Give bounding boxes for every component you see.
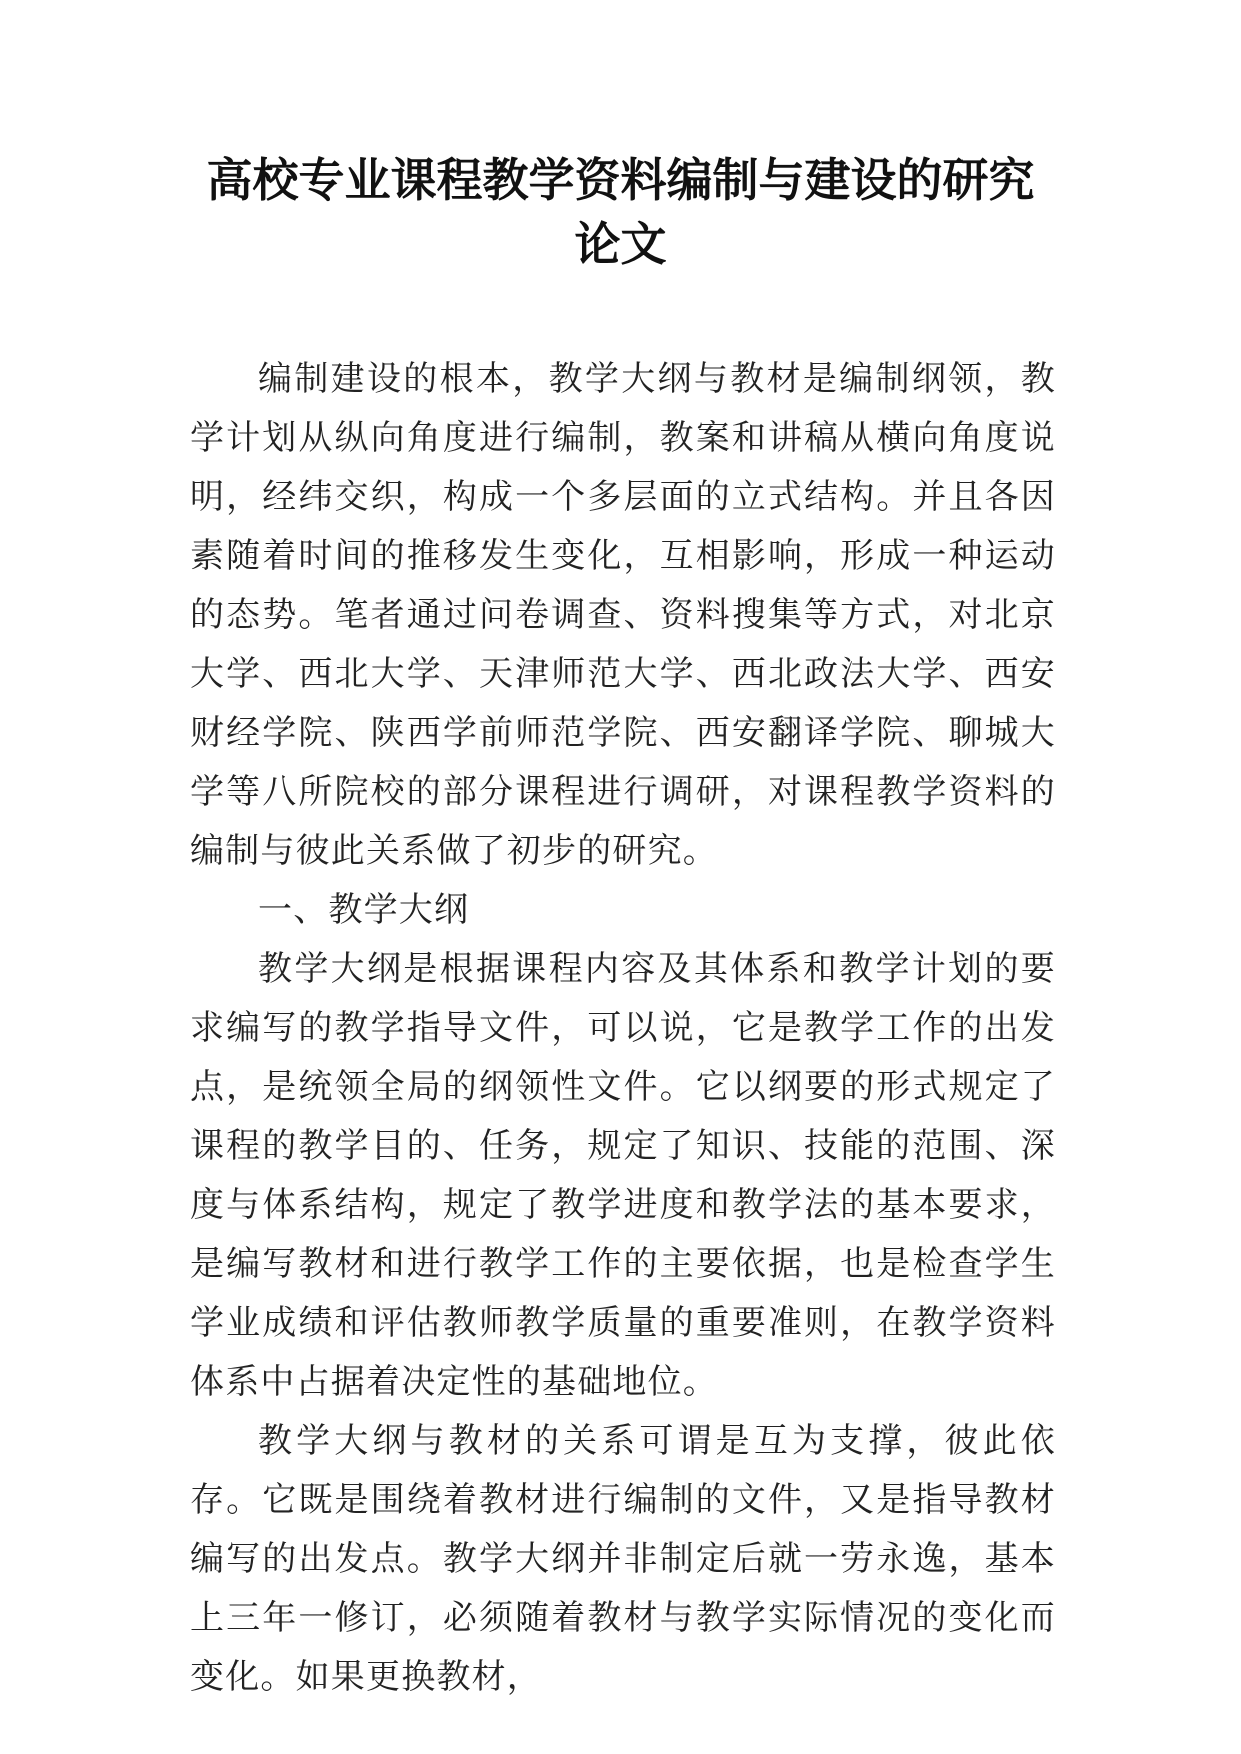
paragraph-intro: 编制建设的根本，教学大纲与教材是编制纲领，教学计划从纵向角度进行编制，教案和讲稿从横向角度说明，经纬交织，构成一个多层面的立式结构。并且各因素随着时间的推移发生变化，互相影响，形成一种运动的态势。笔者通过问卷调查、资料搜集等方式，对北京大学、西北大学、天津师范大学、西北政法大学、西安财经学院、陕西学前师范学院、西安翻译学院、聊城大学等八所院校的部分课程进行调研，对课程教学资料的编制与彼此关系做了初步的研究。 <box>190 359 1056 871</box>
title-line-1: 高校专业课程教学资料编制与建设的研究 <box>206 153 1035 207</box>
section-heading: 一、教学大纲 <box>258 890 470 930</box>
title-line-2: 论文 <box>574 217 667 271</box>
paragraph-syllabus-definition: 教学大纲是根据课程内容及其体系和教学计划的要求编写的教学指导文件，可以说，它是教学工作的出发点，是统领全局的纲领性文件。它以纲要的形式规定了课程的教学目的、任务，规定了知识、技能的范围、深度与体系结构，规定了教学进度和教学法的基本要求，是编写教材和进行教学工作的主要依据，也是检查学生学业成绩和评估教师教学质量的重要准则，在教学资料体系中占据着决定性的基础地位。 <box>190 949 1056 1402</box>
document-title <box>150 148 1091 276</box>
document-body <box>190 350 1056 1707</box>
paragraph-syllabus-textbook-relation: 教学大纲与教材的关系可谓是互为支撑，彼此依存。它既是围绕着教材进行编制的文件，又是指导教材编写的出发点。教学大纲并非制定后就一劳永逸，基本上三年一修订，必须随着教材与教学实际情况的变化而变化。如果更换教材， <box>190 1421 1056 1697</box>
